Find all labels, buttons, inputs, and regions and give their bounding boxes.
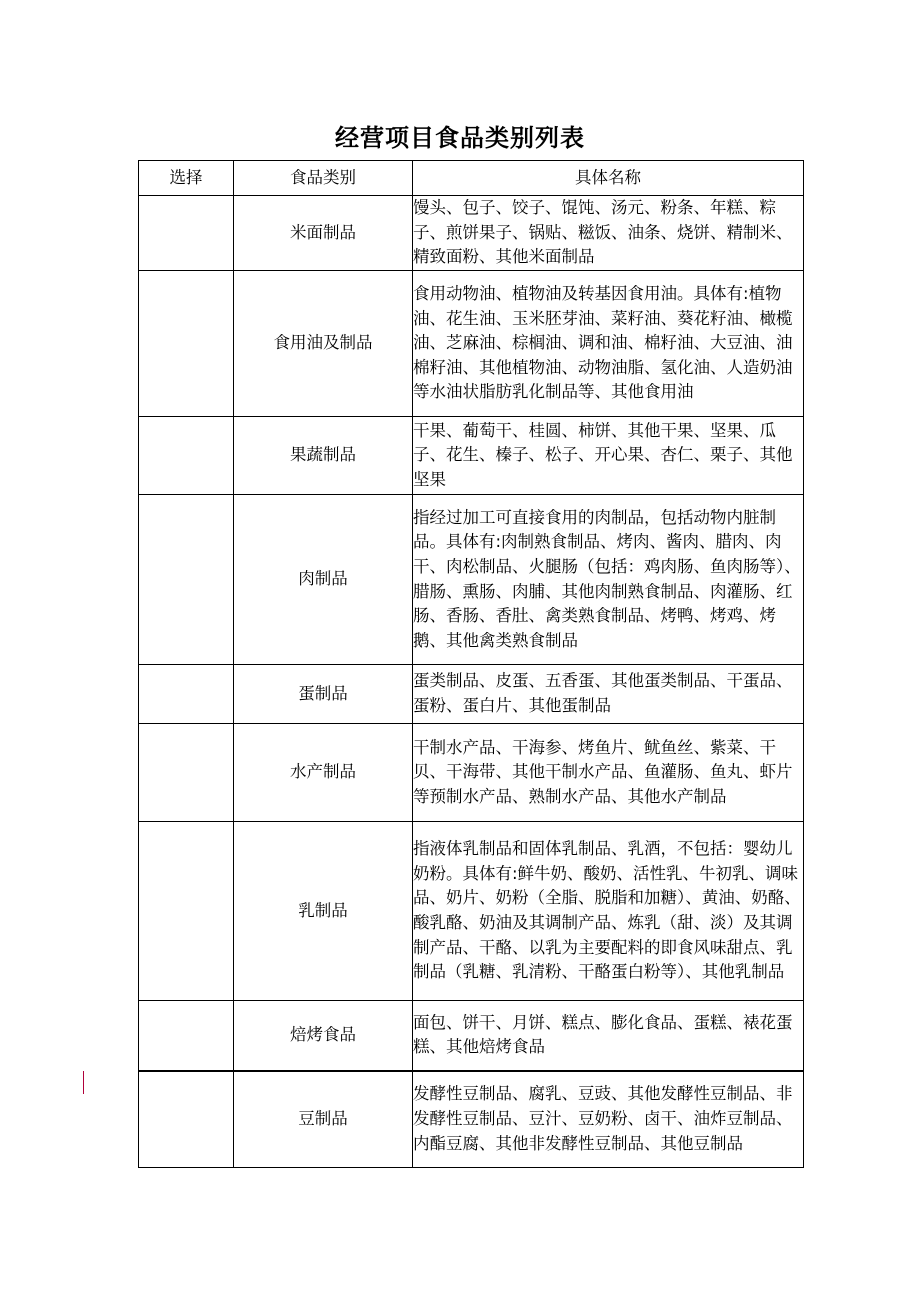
names-cell: 面包、饼干、月饼、糕点、膨化食品、蛋糕、裱花蛋糕、其他焙烤食品 [413,1001,804,1071]
table-row [139,1071,804,1168]
select-cell[interactable] [139,822,234,1001]
names-cell: 蛋类制品、皮蛋、五香蛋、其他蛋类制品、干蛋品、蛋粉、蛋白片、其他蛋制品 [413,665,804,724]
category-cell: 乳制品 [234,822,413,1001]
category-cell: 果蔬制品 [234,417,413,495]
table-row [139,417,804,495]
names-cell: 干制水产品、干海参、烤鱼片、鱿鱼丝、紫菜、干贝、干海带、其他干制水产品、鱼灌肠、鱼丸、虾片等预制水产品、熟制水产品、其他水产制品 [413,724,804,822]
select-cell[interactable] [139,724,234,822]
table-row [139,271,804,417]
table-row [139,822,804,1001]
select-cell[interactable] [139,196,234,271]
select-cell[interactable] [139,665,234,724]
page-title: 经营项目食品类别列表 [335,124,585,152]
category-cell: 水产制品 [234,724,413,822]
table-row [139,1001,804,1071]
names-cell: 发酵性豆制品、腐乳、豆豉、其他发酵性豆制品、非发酵性豆制品、豆汁、豆奶粉、卤干、油炸豆制品、内酯豆腐、其他非发酵性豆制品、其他豆制品 [413,1071,804,1168]
header-names: 具体名称 [413,161,804,196]
table-row [139,196,804,271]
select-cell[interactable] [139,1071,234,1168]
select-cell[interactable] [139,495,234,665]
select-cell[interactable] [139,1001,234,1071]
text-cursor-mark [83,1071,84,1094]
select-cell[interactable] [139,271,234,417]
food-category-table [138,160,804,1168]
header-category: 食品类别 [234,161,413,196]
category-cell: 焙烤食品 [234,1001,413,1071]
names-cell: 指经过加工可直接食用的肉制品，包括动物内脏制品。具体有:肉制熟食制品、烤肉、酱肉、腊肉、肉干、肉松制品、火腿肠（包括：鸡肉肠、鱼肉肠等）、腊肠、熏肠、肉脯、其他肉制熟食制品、肉灌肠、红肠、香肠、香肚、禽类熟食制品、烤鸭、烤鸡、烤鹅、其他禽类熟食制品 [413,495,804,665]
category-cell: 豆制品 [234,1071,413,1168]
table-row [139,724,804,822]
select-cell[interactable] [139,417,234,495]
names-cell: 食用动物油、植物油及转基因食用油。具体有:植物油、花生油、玉米胚芽油、菜籽油、葵花籽油、橄榄油、芝麻油、棕榈油、调和油、棉籽油、大豆油、油棉籽油、其他植物油、动物油脂、氢化油、人造奶油等水油状脂肪乳化制品等、其他食用油 [413,271,804,417]
names-cell: 馒头、包子、饺子、馄饨、汤元、粉条、年糕、粽子、煎饼果子、锅贴、糍饭、油条、烧饼、精制米、精致面粉、其他米面制品 [413,196,804,271]
table-row [139,665,804,724]
names-cell: 干果、葡萄干、桂圆、柿饼、其他干果、坚果、瓜子、花生、榛子、松子、开心果、杏仁、栗子、其他坚果 [413,417,804,495]
category-cell: 肉制品 [234,495,413,665]
header-select: 选择 [139,161,234,196]
category-cell: 米面制品 [234,196,413,271]
category-cell: 蛋制品 [234,665,413,724]
table-header-row [139,161,804,196]
names-cell: 指液体乳制品和固体乳制品、乳酒，不包括：婴幼儿奶粉。具体有:鲜牛奶、酸奶、活性乳、牛初乳、调味品、奶片、奶粉（全脂、脱脂和加糖）、黄油、奶酪、酸乳酪、奶油及其调制产品、炼乳（甜、淡）及其调制产品、干酪、以乳为主要配料的即食风味甜点、乳制品（乳糖、乳清粉、干酪蛋白粉等）、其他乳制品 [413,822,804,1001]
table-row [139,495,804,665]
category-cell: 食用油及制品 [234,271,413,417]
